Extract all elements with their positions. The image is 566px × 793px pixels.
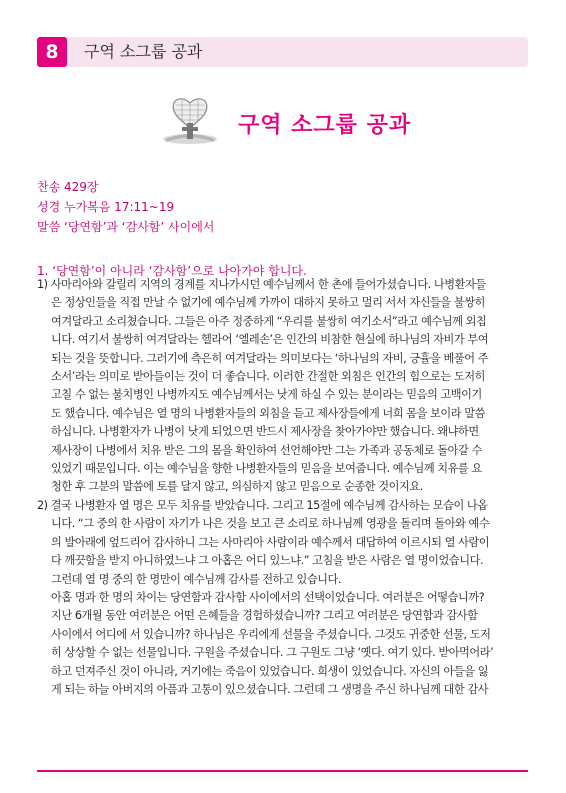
header-title: 구역 소그룹 공과 xyxy=(84,42,203,61)
hymn-info: 찬송 429장 xyxy=(37,180,99,194)
text-line: 사이에서 어디에 서 있습니까? 하나님은 우리에게 선물을 주셨습니다. 그것도 귀중한 선물, 도저 xyxy=(51,627,491,641)
text-line: 게 되는 하늘 아버지의 아픔과 고통이 있으셨습니다. 그런데 그 생명을 주신 하나님께 대한 감사 xyxy=(51,682,489,696)
section-heading: 1. ‘당연함’이 아니라 ‘감사함’으로 나아가야 합니다. xyxy=(37,264,307,278)
text-line: 은 정상인들을 직접 만날 수 없기에 예수님께 가까이 대하지 못하고 멀리 서서 자신들을 불쌍히 xyxy=(51,296,485,310)
text-line: 청한 후 그분의 말씀에 토를 달지 않고, 의심하지 않고 믿음으로 순종한 것이지요. xyxy=(51,480,423,494)
text-line: 니다. “그 중의 한 사람이 자기가 나은 것을 보고 큰 소리로 하나님께 영광을 돌리며 돌아와 예수 xyxy=(51,517,490,531)
text-line: 의 발아래에 엎드리어 감사하니 그는 사마리아 사람이라 예수께서 대답하여 이르시되 열 사람이 xyxy=(51,535,490,549)
text-line: 제사장이 나병에서 치유 받은 그의 몸을 확인하여 선언해야만 그는 가족과 공동체로 돌아갈 수 xyxy=(51,443,482,457)
text-line: 있었기 때문입니다. 이는 예수님을 향한 나병환자들의 믿음을 보여줍니다. 예수님께 치유를 요 xyxy=(51,462,482,476)
body-text xyxy=(37,276,529,699)
text-line: 소서’라는 의미로 받아들이는 것이 더 좋습니다. 이러한 간절한 외침은 인간의 힘으로는 도저히 xyxy=(51,370,485,384)
lesson-meta xyxy=(37,177,214,237)
text-line: 고칠 수 없는 불치병인 나병까지도 예수님께서는 낫게 하실 수 있는 분이라는 믿음의 고백이기 xyxy=(51,388,482,402)
text-line: 2) 결국 나병환자 열 명은 모두 치유를 받았습니다. 그리고 15절에 예수님께 감사하는 모습이 나옵 xyxy=(37,498,488,512)
text-line: 1) 사마리아와 갈릴리 지역의 경계를 지나가시던 예수님께서 한 촌에 들어가셨습니다. 나병환자들 xyxy=(37,278,486,291)
footer-divider xyxy=(37,770,528,772)
main-title: 구역 소그룹 공과 xyxy=(238,113,412,138)
text-line: 도 했습니다. 예수님은 열 명의 나병환자들의 외침을 듣고 제사장들에게 너희 몸을 보이라 말씀 xyxy=(51,406,485,420)
text-line: 다 깨끗함을 받지 아니하였느냐 그 아홉은 어디 있느냐.” 고침을 받은 사람은 열 명이었습니다. xyxy=(51,554,484,568)
sermon-info: 말씀 ‘당연함’과 ‘감사함’ 사이에서 xyxy=(37,220,215,234)
text-line: 지난 6개월 동안 여러분은 어떤 은혜들을 경험하셨습니까? 그리고 여러분은 당연함과 감사함 xyxy=(51,609,478,623)
text-line: 아홉 명과 한 명의 차이는 당연함과 감사함 사이에서의 선택이었습니다. 여러분은 어떻습니까? xyxy=(51,590,485,604)
text-line: 히 상상할 수 없는 선물입니다. 구원을 주셨습니다. 그 구원도 그냥 ‘옛다. 여기 있다. 받아먹어라’ xyxy=(51,646,494,660)
scripture-info: 성경 누가복음 17:11~19 xyxy=(37,200,175,214)
text-line: 하고 던져주신 것이 아니라, 거기에는 죽음이 있었습니다. 희생이 있었습니다. 자신의 아들을 잃 xyxy=(51,664,489,678)
text-line: 그런데 열 명 중의 한 명만이 예수님께 감사를 전하고 있습니다. xyxy=(51,572,341,586)
chapter-number-badge: 8 xyxy=(37,37,67,67)
text-line: 니다. 여기서 불쌍히 여겨달라는 헬라어 ‘엘레손’은 인간의 비참한 현실에 하나님의 자비가 부여 xyxy=(51,333,489,347)
text-line: 여겨달라고 소리쳤습니다. 그들은 아주 정중하게 “우리를 불쌍히 여기소서”라고 예수님께 외칩 xyxy=(51,314,487,328)
church-logo-icon xyxy=(160,95,220,147)
text-line: 되는 것을 뜻합니다. 그러기에 측은히 여겨달라는 의미보다는 ‘하나님의 자비, 긍휼을 베풀어 주 xyxy=(51,351,489,365)
text-line: 하십니다. 나병환자가 나병이 낫게 되었으면 반드시 제사장을 찾아가야만 했습니다. 왜냐하면 xyxy=(51,425,479,439)
